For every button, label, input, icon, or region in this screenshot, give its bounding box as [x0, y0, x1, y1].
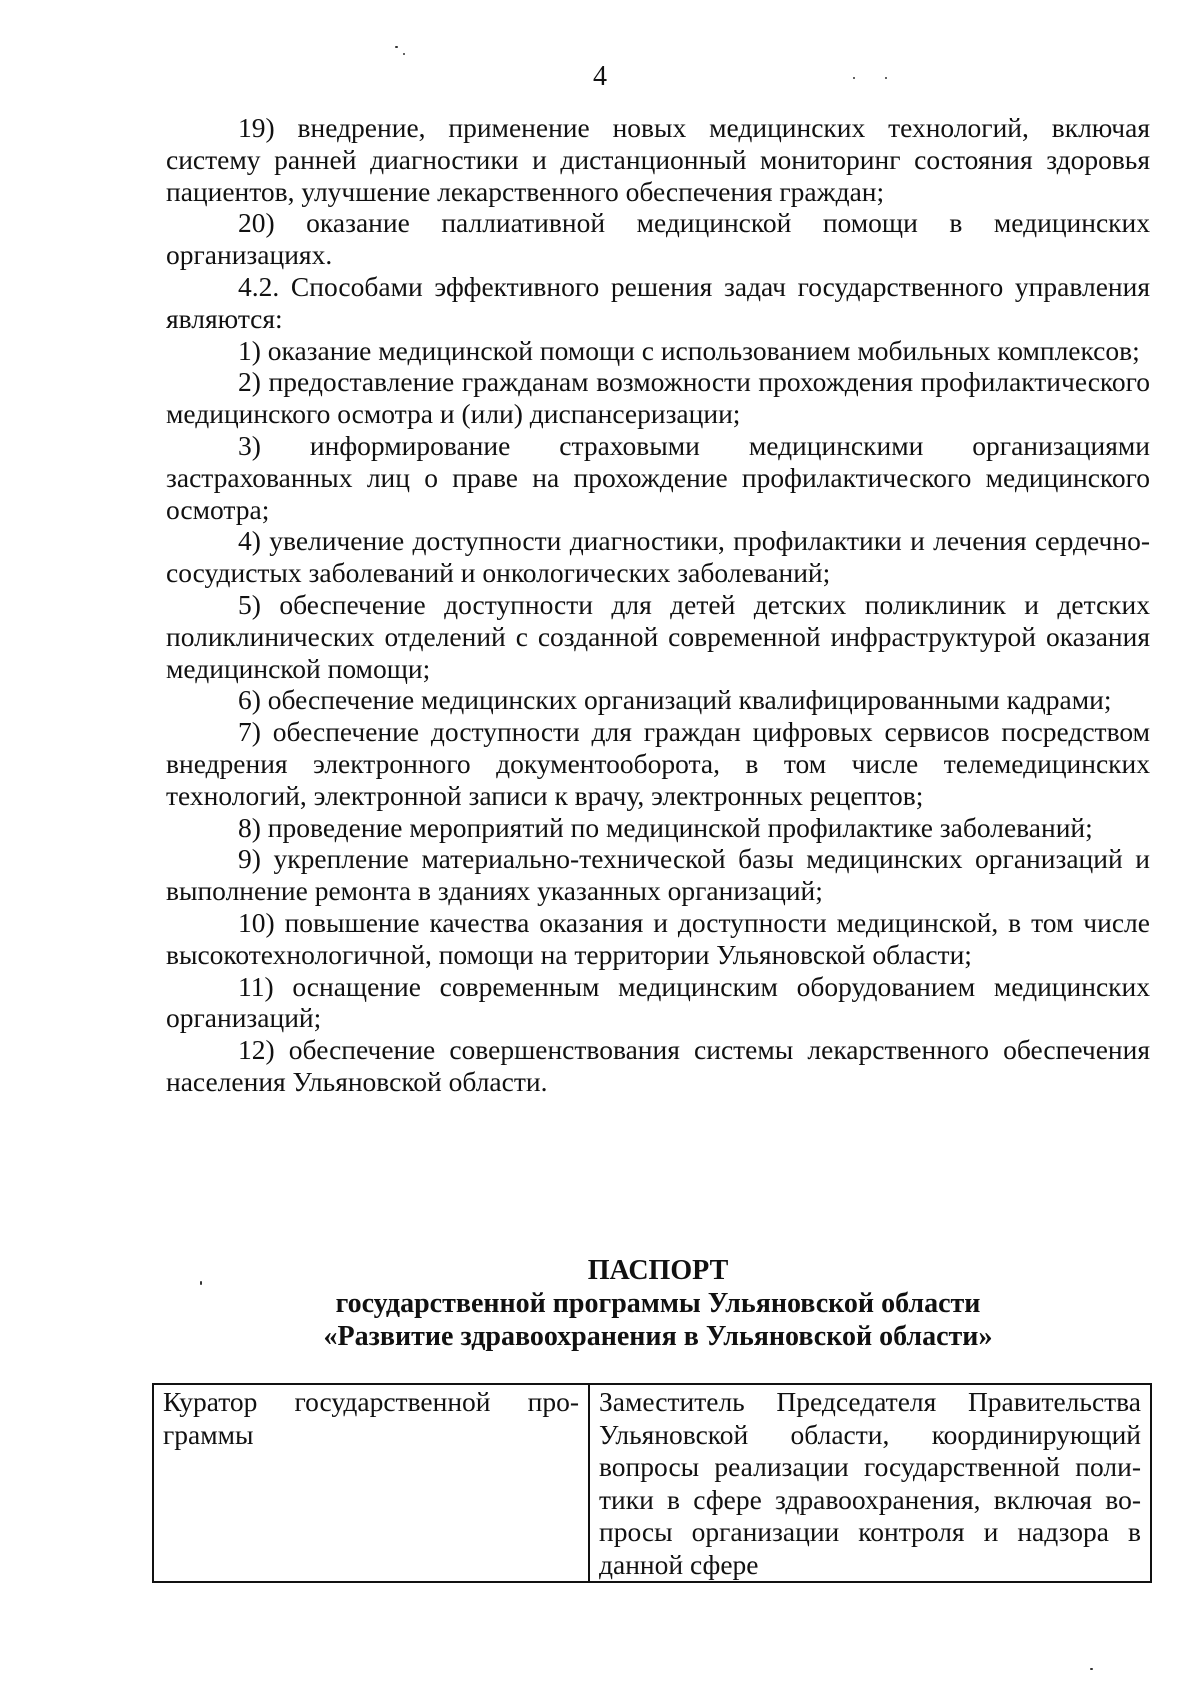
scan-speck [1090, 1668, 1093, 1670]
paragraph: 10) повышение качества оказания и доступности медицинской, в том числе высокотехнологичной, помощи на территории Ульяновской области; [166, 906, 1150, 970]
paragraph: 5) обеспечение доступности для детей детских поликлиник и детских поликлинических отделений с созданной современной инфраструктурой оказания медицинской помощи; [166, 588, 1150, 684]
paragraph: 8) проведение мероприятий по медицинской профилактике заболеваний; [238, 811, 1093, 843]
scan-speck [395, 46, 398, 48]
passport-title [166, 1254, 1150, 1353]
table-row [153, 1384, 1151, 1582]
passport-heading: ПАСПОРТ [587, 1255, 729, 1286]
paragraph: 2) предоставление гражданам возможности прохождения профилактического медицинского осмотра и (или) диспансеризации; [166, 366, 1150, 430]
passport-table [152, 1383, 1152, 1583]
paragraph: 20) оказание паллиативной медицинской помощи в медицинских организациях. [166, 207, 1150, 271]
passport-subheading: государственной программы Ульяновской области [335, 1288, 981, 1319]
paragraph: 9) укрепление материально-технической базы медицинских организаций и выполнение ремонта в зданиях указанных организаций; [166, 843, 1150, 907]
passport-program-name: «Развитие здравоохранения в Ульяновской области» [323, 1321, 993, 1352]
paragraph: 11) оснащение современным медицинским оборудованием медицинских организаций; [166, 970, 1150, 1034]
paragraph: 4.2. Способами эффективного решения задач государственного управления являются: [166, 270, 1150, 334]
paragraph: 1) оказание медицинской помощи с использованием мобильных комплексов; [238, 334, 1140, 366]
paragraph: 12) обеспечение совершенствования системы лекарственного обеспечения населения Ульяновской области. [166, 1034, 1150, 1097]
paragraph: 7) обеспечение доступности для граждан цифровых сервисов посредством внедрения электронного документооборота, в том числе телемедицинских технологий, электронной записи к врачу, электронных рецептов; [166, 716, 1150, 811]
page-number: 4 [593, 61, 607, 92]
paragraph: 4) увеличение доступности диагностики, профилактики и лечения сердечно-сосудистых заболеваний и онкологических заболеваний; [166, 525, 1150, 589]
paragraph: 19) внедрение, применение новых медицинских технологий, включая систему ранней диагностики и дистанционный мониторинг состояния здоровья пациентов, улучшение лекарственного обеспечения граждан; [166, 112, 1150, 207]
table-cell-label: Куратор государственной программы [153, 1384, 589, 1582]
paragraph: 6) обеспечение медицинских организаций квалифицированными кадрами; [238, 684, 1112, 716]
body-text [166, 112, 1150, 1098]
paragraph: 3) информирование страховыми медицинскими организациями застрахованных лиц о праве на прохождение профилактического медицинского осмотра; [166, 429, 1150, 525]
scan-speck [403, 53, 405, 55]
table-cell-value: Заместитель Председателя Правительства Ульяновской области, координирующий вопросы реализации государственной политики в сфере здравоохранения, включая вопросы организации контроля и надзора в данной сфере [589, 1384, 1151, 1582]
